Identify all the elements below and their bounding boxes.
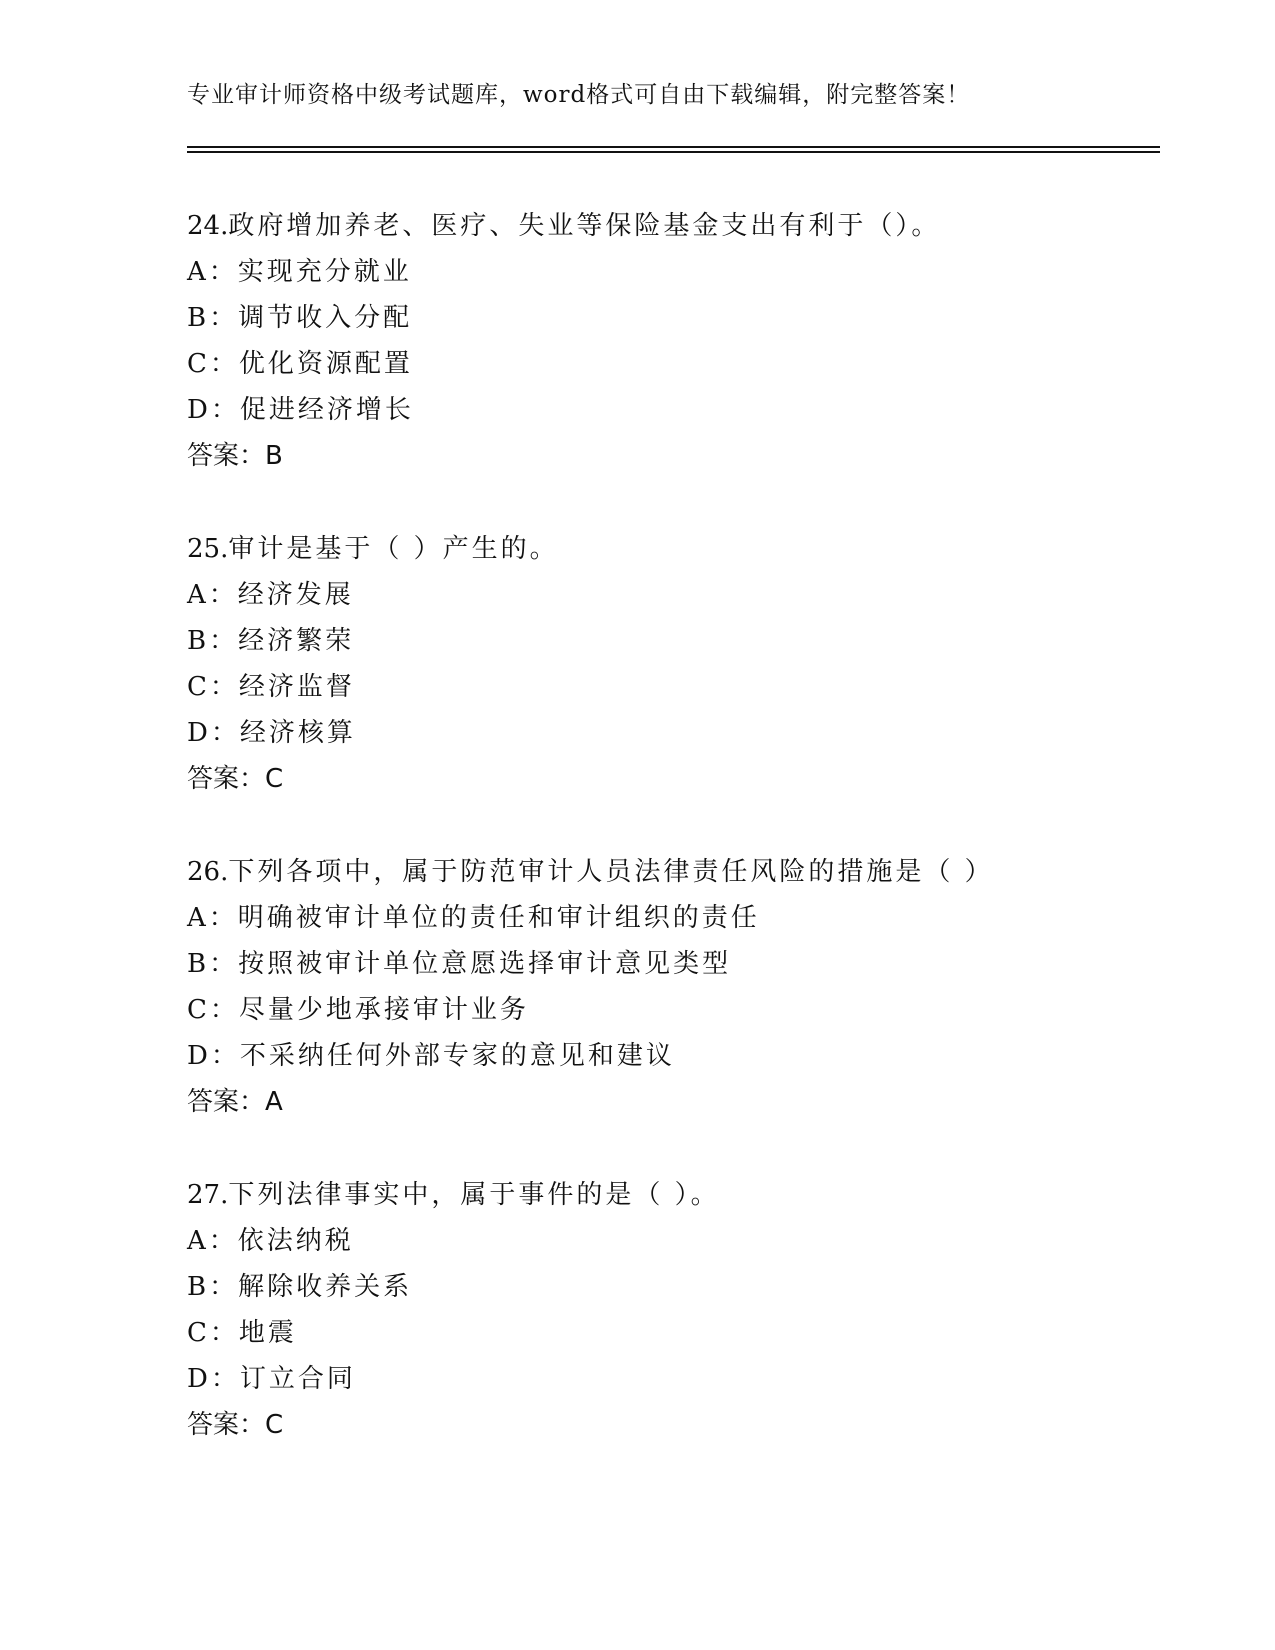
page-header: 专业审计师资格中级考试题库，word格式可自由下载编辑，附完整答案！ — [187, 82, 971, 108]
question-number: 24. — [187, 211, 229, 241]
question-text: 下列各项中，属于防范审计人员法律责任风险的措施是（ ） — [228, 857, 994, 887]
question-26 — [187, 849, 1167, 1125]
question-text: 政府增加养老、医疗、失业等保险基金支出有利于（）。 — [228, 211, 941, 241]
option-c: C：经济监督 — [187, 672, 355, 702]
option-b: B：经济繁荣 — [187, 626, 355, 656]
header-double-rule — [187, 146, 1160, 153]
option-d: D：订立合同 — [187, 1364, 356, 1394]
question-25 — [187, 526, 1167, 802]
question-list — [187, 203, 1167, 1495]
question-text: 审计是基于（ ）产生的。 — [228, 534, 559, 564]
option-d: D：促进经济增长 — [187, 395, 414, 425]
option-a: A：依法纳税 — [187, 1226, 354, 1256]
option-a: A：实现充分就业 — [187, 257, 412, 287]
option-c: C：优化资源配置 — [187, 349, 413, 379]
answer-line: 答案：C — [187, 1410, 284, 1440]
option-d: D：不采纳任何外部专家的意见和建议 — [187, 1041, 675, 1071]
option-d: D：经济核算 — [187, 718, 356, 748]
question-stem — [187, 1172, 1167, 1218]
answer-line: 答案：B — [187, 441, 283, 471]
question-stem — [187, 526, 1167, 572]
question-stem — [187, 849, 1167, 895]
option-c: C：地震 — [187, 1318, 297, 1348]
question-number: 26. — [187, 857, 229, 887]
option-a: A：明确被审计单位的责任和审计组织的责任 — [187, 903, 760, 933]
question-stem — [187, 203, 1167, 249]
question-number: 25. — [187, 534, 229, 564]
option-a: A：经济发展 — [187, 580, 354, 610]
question-27 — [187, 1172, 1167, 1448]
question-24 — [187, 203, 1167, 479]
question-number: 27. — [187, 1180, 229, 1210]
option-c: C：尽量少地承接审计业务 — [187, 995, 529, 1025]
option-b: B：按照被审计单位意愿选择审计意见类型 — [187, 949, 732, 979]
option-b: B：调节收入分配 — [187, 303, 413, 333]
option-b: B：解除收养关系 — [187, 1272, 413, 1302]
answer-line: 答案：A — [187, 1087, 283, 1117]
question-text: 下列法律事实中，属于事件的是（ ）。 — [228, 1180, 720, 1210]
answer-line: 答案：C — [187, 764, 284, 794]
